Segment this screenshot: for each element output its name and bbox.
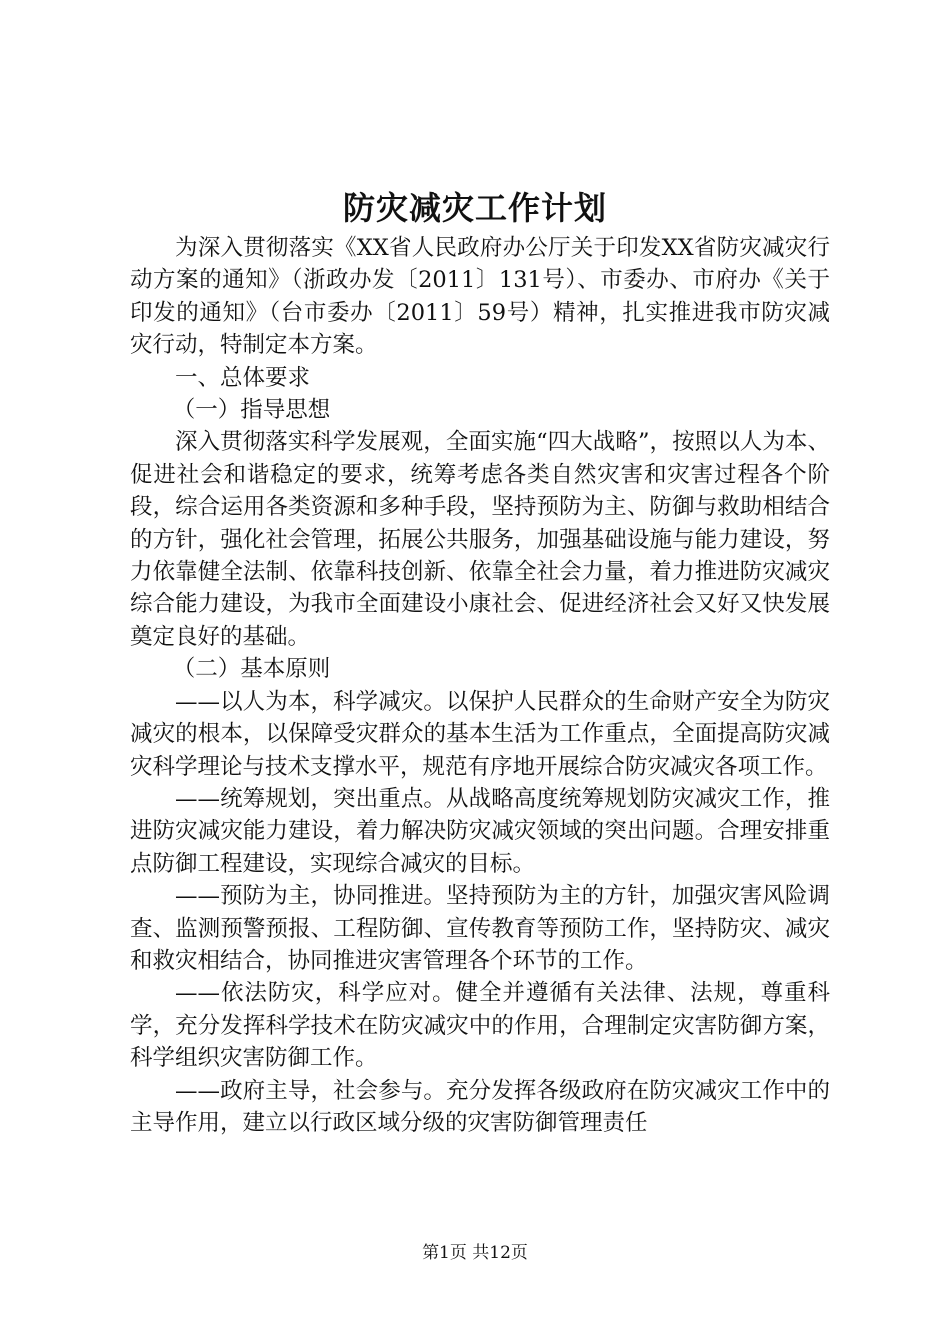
paragraph-principle-government-led: ——政府主导，社会参与。充分发挥各级政府在防灾减灾工作中的主导作用，建立以行政区域分级的灾害防御管理责任 [130,1077,830,1136]
section-heading-general-requirements: 一、总体要求 [175,364,311,391]
subsection-heading-basic-principles: （二）基本原则 [172,656,331,683]
paragraph-principle-law: ——依法防灾，科学应对。健全并遵循有关法律、法规，尊重科学，充分发挥科学技术在防灾减灾中的作用，合理制定灾害防御方案，科学组织灾害防御工作。 [130,980,830,1072]
paragraph-principle-overall-planning: ——统筹规划，突出重点。从战略高度统筹规划防灾减灾工作，推进防灾减灾能力建设，着力解决防灾减灾领域的突出问题。合理安排重点防御工程建设，实现综合减灾的目标。 [130,785,830,877]
paragraph-intro: 为深入贯彻落实《XX省人民政府办公厅关于印发XX省防灾减灾行动方案的通知》（浙政办发〔2011〕131号）、市委办、市府办《关于印发的通知》（台市委办〔2011〕59号）精神，扎实推进我市防灾减灾行动，特制定本方案。 [130,235,830,359]
paragraph-guiding-ideology: 深入贯彻落实科学发展观，全面实施“四大战略”，按照以人为本、促进社会和谐稳定的要求，统筹考虑各类自然灾害和灾害过程各个阶段，综合运用各类资源和多种手段，坚持预防为主、防御与救助相结合的方针，强化社会管理，拓展公共服务，加强基础设施与能力建设，努力依靠健全法制、依靠科技创新、依靠全社会力量，着力推进防灾减灾综合能力建设，为我市全面建设小康社会、促进经济社会又好又快发展奠定良好的基础。 [130,429,830,650]
document-body [130,232,830,1139]
subsection-heading-guiding-ideology: （一）指导思想 [172,397,331,424]
paragraph-principle-people-oriented: ——以人为本，科学减灾。以保护人民群众的生命财产安全为防灾减灾的根本，以保障受灾群众的基本生活为工作重点，全面提高防灾减灾科学理论与技术支撑水平，规范有序地开展综合防灾减灾各项工作。 [130,688,830,780]
page-footer: 第1页 共12页 [422,1243,528,1263]
document-title: 防灾减灾工作计划 [342,189,607,227]
paragraph-principle-prevention: ——预防为主，协同推进。坚持预防为主的方针，加强灾害风险调查、监测预警预报、工程防御、宣传教育等预防工作，坚持防灾、减灾和救灾相结合，协同推进灾害管理各个环节的工作。 [130,883,830,974]
